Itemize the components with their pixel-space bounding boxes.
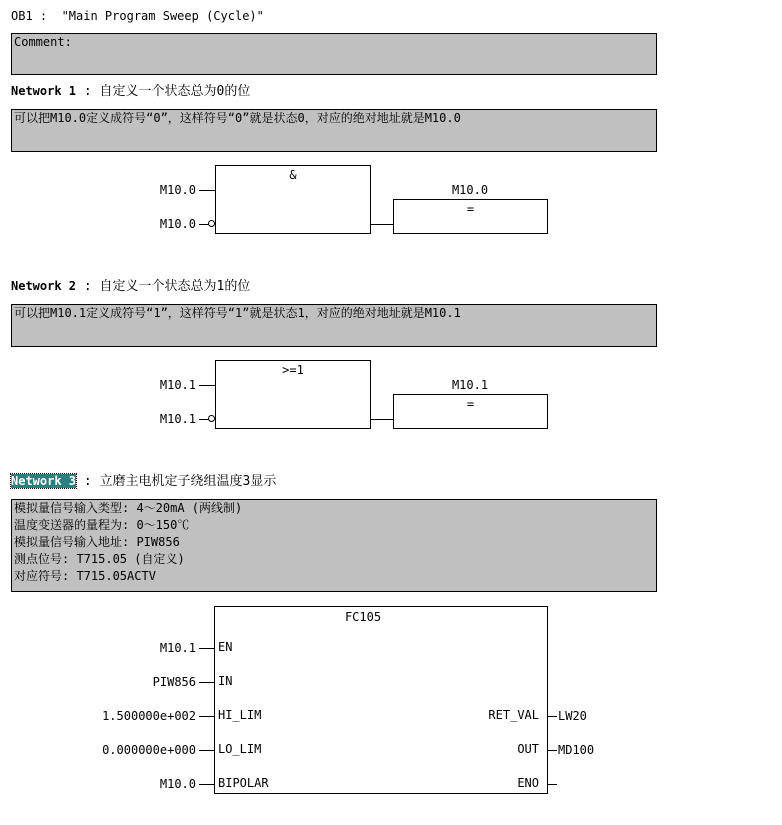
network-1-header[interactable]: Network 1 : 自定义一个状态总为0的位 (11, 84, 251, 99)
fc-block-name: FC105 (344, 610, 382, 624)
gate-2-input-1[interactable]: M10.1 (159, 378, 196, 392)
network-3-comment-box[interactable] (11, 499, 657, 592)
network-2-label: Network 2 (11, 279, 77, 293)
pin-ret-val-label: RET_VAL (488, 708, 539, 722)
network-3-comment-line: 对应符号: T715.05ACTV (14, 569, 156, 583)
pin-lo-lim-label: LO_LIM (218, 742, 262, 756)
fc-input-in-value[interactable]: PIW856 (152, 675, 196, 689)
fc-wire-en (199, 648, 214, 649)
network-1-comment-box[interactable] (11, 109, 657, 152)
assign-coil-box[interactable] (393, 394, 548, 429)
fc-wire-in (199, 682, 214, 683)
network-3-title: 立磨主电机定子绕组温度3显示 (99, 474, 277, 489)
pin-eno-label: ENO (517, 776, 539, 790)
fc-wire-ret-val (547, 716, 557, 717)
gate-1-input-1[interactable]: M10.0 (159, 183, 196, 197)
coil-2-operator: = (466, 397, 475, 411)
network-2-comment-box[interactable] (11, 304, 657, 347)
gate-1-wire-in1 (199, 190, 215, 191)
fc-wire-eno (547, 784, 557, 785)
negation-circle-icon (208, 220, 215, 227)
network-3-comment-line: 测点位号: T715.05 (自定义) (14, 552, 185, 566)
gate-2-operator: >=1 (282, 363, 304, 377)
fc-output-ret-val-value[interactable]: LW20 (558, 709, 587, 723)
fc-wire-out (547, 750, 557, 751)
block-title: OB1 : "Main Program Sweep (Cycle)" (11, 9, 264, 23)
pin-hi-lim-label: HI_LIM (218, 708, 262, 722)
network-2-comment: 可以把M10.1定义成符号“1”，这样符号“1”就是状态1，对应的绝对地址就是M10.1 (14, 306, 461, 320)
fc-input-en-value[interactable]: M10.1 (159, 641, 196, 655)
gate-1-operator: & (289, 168, 297, 182)
pin-bipolar-label: BIPOLAR (218, 776, 269, 790)
network-3-comment-line: 温度变送器的量程为: 0～150℃ (14, 518, 190, 532)
fc-output-out-value[interactable]: MD100 (558, 743, 595, 757)
pin-out-label: OUT (517, 742, 539, 756)
network-3-comment-line: 模拟量信号输入类型: 4～20mA (两线制) (14, 501, 243, 515)
and-gate-box[interactable] (215, 165, 371, 234)
gate-1-input-2[interactable]: M10.0 (159, 217, 196, 231)
gate-1-wire-out (370, 224, 393, 225)
network-3-header[interactable]: Network 3 : 立磨主电机定子绕组温度3显示 (11, 474, 277, 489)
fc-input-bipolar-value[interactable]: M10.0 (159, 777, 196, 791)
gate-2-wire-out (370, 419, 393, 420)
network-1-title: 自定义一个状态总为0的位 (99, 84, 251, 99)
assign-coil-box[interactable] (393, 199, 548, 234)
network-2-header[interactable]: Network 2 : 自定义一个状态总为1的位 (11, 279, 251, 294)
gate-2-wire-in1 (199, 385, 215, 386)
coil-2-address[interactable]: M10.1 (451, 378, 489, 392)
network-3-label[interactable]: Network 3 (11, 474, 77, 488)
negation-circle-icon (208, 415, 215, 422)
pin-in-label: IN (218, 674, 233, 688)
fc-wire-bipolar (199, 784, 214, 785)
fc-wire-lo-lim (199, 750, 214, 751)
network-3-comment-line: 模拟量信号输入地址: PIW856 (14, 535, 180, 549)
or-gate-box[interactable] (215, 360, 371, 429)
coil-1-address[interactable]: M10.0 (451, 183, 489, 197)
fc-input-hi-lim-value[interactable]: 1.500000e+002 (102, 709, 196, 723)
gate-2-input-2[interactable]: M10.1 (159, 412, 196, 426)
pin-en-label: EN (218, 640, 233, 654)
network-1-comment: 可以把M10.0定义成符号“0”，这样符号“0”就是状态0，对应的绝对地址就是M10.0 (14, 111, 461, 125)
fc-wire-hi-lim (199, 716, 214, 717)
network-2-title: 自定义一个状态总为1的位 (99, 279, 251, 294)
block-comment: Comment: (14, 35, 72, 49)
coil-1-operator: = (466, 202, 475, 216)
block-comment-box[interactable] (11, 33, 657, 75)
fc105-block[interactable] (214, 606, 548, 794)
network-1-label: Network 1 (11, 84, 77, 98)
fc-input-lo-lim-value[interactable]: 0.000000e+000 (102, 743, 196, 757)
